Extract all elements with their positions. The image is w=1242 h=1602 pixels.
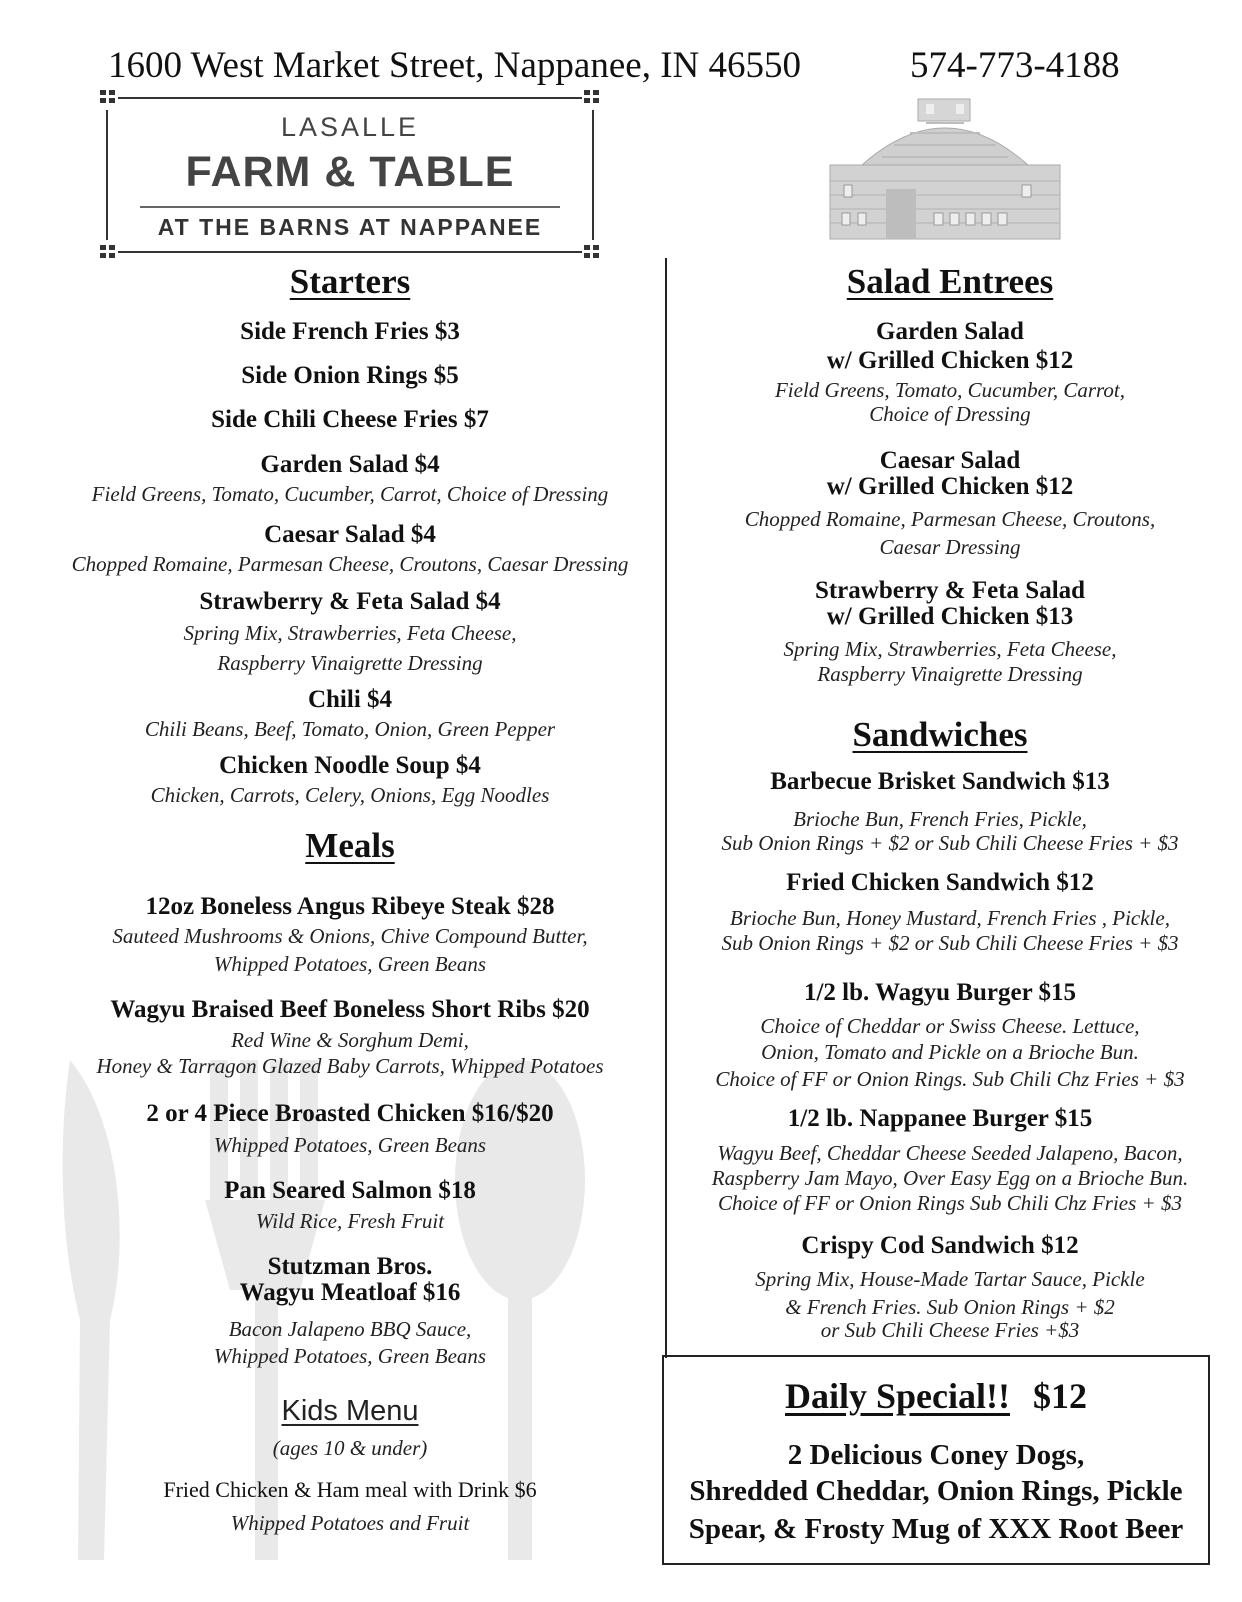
- menu-item-name: Garden Salad $4: [260, 451, 440, 478]
- menu-item-description: or Sub Chili Cheese Fries +$3: [820, 1318, 1080, 1342]
- menu-item-name: Stutzman Bros.: [267, 1253, 433, 1280]
- logo-farm-table: FARM & TABLE: [185, 148, 515, 196]
- menu-item-description: Bacon Jalapeno BBQ Sauce,: [228, 1317, 472, 1341]
- kids-menu-subtitle: (ages 10 & under): [272, 1436, 428, 1460]
- menu-item-description: Whipped Potatoes, Green Beans: [213, 952, 487, 976]
- menu-item-description: Chili Beans, Beef, Tomato, Onion, Green Pepper: [144, 717, 556, 741]
- menu-item-description: Choice of FF or Onion Rings Sub Chili Chz Fries + $3: [718, 1191, 1182, 1215]
- menu-item-description: Raspberry Vinaigrette Dressing: [217, 651, 483, 675]
- menu-item-description: Whipped Potatoes, Green Beans: [213, 1344, 487, 1368]
- menu-item-name: Strawberry & Feta Salad: [814, 577, 1086, 604]
- menu-item-name: Side Chili Cheese Fries $7: [211, 406, 489, 433]
- menu-item-name: Barbecue Brisket Sandwich $13: [770, 768, 1110, 795]
- menu-item-name: Pan Seared Salmon $18: [224, 1177, 476, 1204]
- menu-item-description: Spring Mix, Strawberries, Feta Cheese,: [783, 637, 1117, 661]
- menu-item-name: w/ Grilled Chicken $12: [826, 347, 1074, 374]
- logo-lasalle: LASALLE: [280, 112, 420, 142]
- menu-item-description: Spring Mix, Strawberries, Feta Cheese,: [183, 621, 517, 645]
- section-title-meals: Meals: [305, 826, 395, 865]
- logo-tagline: AT THE BARNS AT NAPPANEE: [157, 214, 543, 240]
- address: 1600 West Market Street, Nappanee, IN 46550: [108, 45, 801, 86]
- menu-item-name: Caesar Salad $4: [264, 521, 436, 548]
- menu-item-description: Field Greens, Tomato, Cucumber, Carrot,: [774, 378, 1125, 402]
- menu-item-name: w/ Grilled Chicken $12: [826, 473, 1074, 500]
- menu-item-description: Field Greens, Tomato, Cucumber, Carrot, Choice of Dressing: [91, 482, 609, 506]
- menu-item-name: Caesar Salad: [879, 447, 1021, 474]
- section-title-sandwiches: Sandwiches: [852, 715, 1028, 754]
- menu-item-description: Wagyu Beef, Cheddar Cheese Seeded Jalapeno, Bacon,: [717, 1141, 1183, 1165]
- menu-item-description: Choice of FF or Onion Rings. Sub Chili Chz Fries + $3: [715, 1067, 1185, 1091]
- section-title-kids-menu: Kids Menu: [281, 1395, 419, 1427]
- daily-special-price: $12: [1032, 1376, 1087, 1416]
- menu-item-name: Fried Chicken Sandwich $12: [786, 869, 1094, 896]
- menu-item-name: Crispy Cod Sandwich $12: [801, 1232, 1079, 1259]
- daily-special-title: Daily Special!!: [785, 1376, 1010, 1416]
- menu-item-name: 1/2 lb. Wagyu Burger $15: [803, 979, 1077, 1006]
- daily-special-line: 2 Delicious Coney Dogs,: [787, 1439, 1085, 1471]
- daily-special-line: Shredded Cheddar, Onion Rings, Pickle: [689, 1475, 1183, 1507]
- phone-number: 574-773-4188: [910, 45, 1120, 86]
- menu-item-description: Raspberry Vinaigrette Dressing: [817, 662, 1083, 686]
- menu-item-description: Honey & Tarragon Glazed Baby Carrots, Whipped Potatoes: [96, 1054, 604, 1078]
- menu-item-name: Garden Salad: [876, 318, 1024, 345]
- menu-item-description: Brioche Bun, Honey Mustard, French Fries , Pickle,: [730, 906, 1170, 930]
- menu-item-name: 12oz Boneless Angus Ribeye Steak $28: [145, 893, 555, 920]
- menu-item-description: Chopped Romaine, Parmesan Cheese, Croutons,: [744, 507, 1156, 531]
- menu-item-name: Chili $4: [307, 686, 393, 713]
- menu-item-name: Side Onion Rings $5: [241, 362, 459, 389]
- kids-menu-item: Fried Chicken & Ham meal with Drink $6: [163, 1477, 537, 1502]
- menu-item-description: Whipped Potatoes, Green Beans: [213, 1133, 487, 1157]
- kids-menu-description: Whipped Potatoes and Fruit: [230, 1511, 470, 1535]
- menu-item-description: Raspberry Jam Mayo, Over Easy Egg on a Brioche Bun.: [711, 1166, 1189, 1190]
- menu-item-name: 2 or 4 Piece Broasted Chicken $16/$20: [146, 1100, 554, 1127]
- restaurant-logo: [100, 90, 600, 262]
- menu-item-name: Wagyu Braised Beef Boneless Short Ribs $20: [110, 996, 590, 1023]
- menu-item-description: Chicken, Carrots, Celery, Onions, Egg Noodles: [150, 783, 550, 807]
- daily-special-line: Spear, & Frosty Mug of XXX Root Beer: [688, 1513, 1184, 1545]
- menu-item-description: Caesar Dressing: [879, 535, 1021, 559]
- menu-item-name: Strawberry & Feta Salad $4: [199, 588, 501, 615]
- menu-item-description: Sub Onion Rings + $2 or Sub Chili Cheese Fries + $3: [721, 831, 1179, 855]
- menu-item-description: Choice of Cheddar or Swiss Cheese. Lettuce,: [760, 1014, 1140, 1038]
- round-barn-image: [822, 95, 1068, 245]
- section-title-salad-entrees: Salad Entrees: [846, 262, 1054, 301]
- menu-item-description: Wild Rice, Fresh Fruit: [255, 1209, 445, 1233]
- menu-item-description: Onion, Tomato and Pickle on a Brioche Bun.: [761, 1040, 1139, 1064]
- menu-item-name: Chicken Noodle Soup $4: [219, 752, 481, 779]
- section-title-starters: Starters: [289, 262, 411, 301]
- menu-item-name: 1/2 lb. Nappanee Burger $15: [787, 1105, 1093, 1132]
- daily-special-box: [662, 1355, 1210, 1565]
- menu-item-description: & French Fries. Sub Onion Rings + $2: [785, 1295, 1115, 1319]
- menu-item-description: Chopped Romaine, Parmesan Cheese, Croutons, Caesar Dressing: [71, 552, 629, 576]
- menu-item-name: Wagyu Meatloaf $16: [239, 1279, 461, 1306]
- menu-item-description: Red Wine & Sorghum Demi,: [231, 1028, 469, 1052]
- menu-item-description: Choice of Dressing: [869, 402, 1031, 426]
- menu-item-name: w/ Grilled Chicken $13: [826, 603, 1074, 630]
- menu-item-description: Sub Onion Rings + $2 or Sub Chili Cheese Fries + $3: [721, 931, 1179, 955]
- menu-item-description: Brioche Bun, French Fries, Pickle,: [793, 807, 1087, 831]
- menu-item-description: Spring Mix, House-Made Tartar Sauce, Pickle: [755, 1267, 1145, 1291]
- menu-item-name: Side French Fries $3: [240, 318, 460, 345]
- menu-item-description: Sauteed Mushrooms & Onions, Chive Compound Butter,: [112, 924, 588, 948]
